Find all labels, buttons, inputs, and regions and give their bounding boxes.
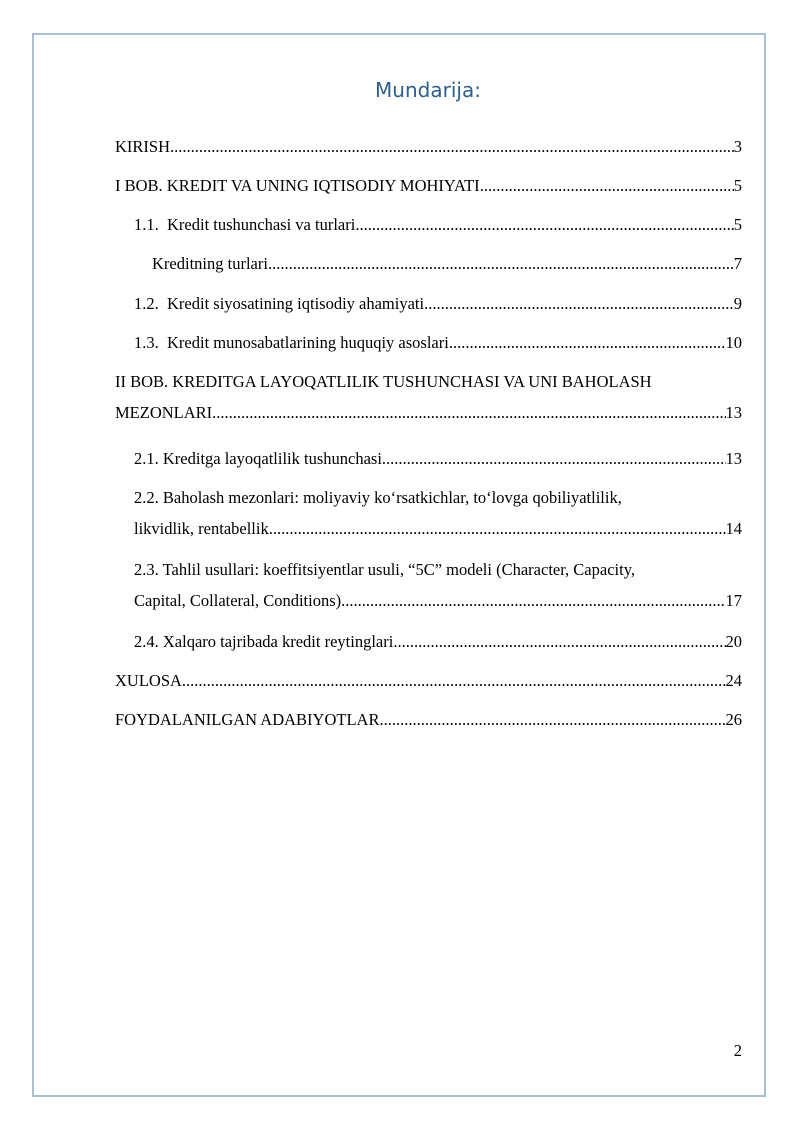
toc-entry-page: 9 bbox=[733, 294, 742, 313]
toc-entry[interactable] bbox=[115, 137, 742, 157]
toc-entry[interactable] bbox=[115, 671, 742, 691]
toc-entry-page: 3 bbox=[733, 137, 742, 156]
dot-leader bbox=[449, 333, 726, 353]
toc-entry-text: KIRISH bbox=[115, 137, 171, 156]
toc-entry-text: MEZONLARI bbox=[115, 403, 213, 422]
dot-leader bbox=[212, 403, 725, 423]
toc-entry-text: 1.1. Kredit tushunchasi va turlari bbox=[134, 215, 356, 234]
toc-entry[interactable] bbox=[115, 560, 742, 611]
toc-entry-text-line1: 2.3. Tahlil usullari: koeffitsiyentlar usuli, “5C” modeli (Character, Capacity, bbox=[134, 560, 636, 579]
toc-entry[interactable] bbox=[115, 710, 742, 730]
toc-entry-text: 2.4. Xalqaro tajribada kredit reytinglari bbox=[134, 632, 394, 651]
toc-entry-text: FOYDALANILGAN ADABIYOTLAR bbox=[115, 710, 380, 729]
toc-entry-text: 1.3. Kredit munosabatlarining huquqiy asoslari bbox=[134, 333, 449, 352]
toc-entry-text-line1: 2.2. Baholash mezonlari: moliyaviy ko‘rsatkichlar, to‘lovga qobiliyatlilik, bbox=[134, 488, 622, 507]
toc-entry[interactable] bbox=[115, 333, 742, 353]
toc-entry-page: 7 bbox=[733, 254, 742, 273]
toc-entry[interactable] bbox=[115, 254, 742, 274]
toc-entry[interactable] bbox=[115, 372, 742, 423]
toc-entry-text-line1: II BOB. KREDITGA LAYOQATLILIK TUSHUNCHASI VA UNI BAHOLASH bbox=[115, 372, 652, 391]
toc-entry-text: 1.2. Kredit siyosatining iqtisodiy ahamiyati bbox=[134, 294, 425, 313]
toc-entry-text: Capital, Collateral, Conditions) bbox=[134, 591, 342, 610]
toc-entry-page: 24 bbox=[725, 671, 742, 690]
page-number: 2 bbox=[733, 1041, 742, 1060]
dot-leader bbox=[355, 215, 733, 235]
toc-entry[interactable] bbox=[115, 632, 742, 652]
toc-entry-page: 5 bbox=[733, 176, 742, 195]
toc-entry-page: 26 bbox=[725, 710, 742, 729]
toc-title: Mundarija: bbox=[375, 78, 481, 102]
toc-entry-page: 13 bbox=[725, 403, 742, 422]
toc-entry-text: Kreditning turlari bbox=[152, 254, 268, 273]
toc-entry[interactable] bbox=[115, 294, 742, 314]
toc-entry-page: 13 bbox=[725, 449, 742, 468]
toc-entry-page: 5 bbox=[733, 215, 742, 234]
dot-leader bbox=[480, 176, 734, 196]
dot-leader bbox=[379, 710, 725, 730]
toc-entry-page: 17 bbox=[725, 591, 742, 610]
dot-leader bbox=[393, 632, 725, 652]
dot-leader bbox=[170, 137, 734, 157]
toc-entry[interactable] bbox=[115, 449, 742, 469]
dot-leader bbox=[269, 519, 726, 539]
toc-entry-text: I BOB. KREDIT VA UNING IQTISODIY MOHIYATI bbox=[115, 176, 480, 195]
dot-leader bbox=[182, 671, 726, 691]
toc-entry-text: likvidlik, rentabellik bbox=[134, 519, 269, 538]
toc-entry-page: 20 bbox=[725, 632, 742, 651]
toc-entry-page: 10 bbox=[725, 333, 742, 352]
dot-leader bbox=[382, 449, 726, 469]
dot-leader bbox=[424, 294, 734, 314]
toc-entry-text: XULOSA bbox=[115, 671, 182, 690]
toc-entry[interactable] bbox=[115, 176, 742, 196]
toc-entry-page: 14 bbox=[725, 519, 742, 538]
toc-entry[interactable] bbox=[115, 215, 742, 235]
toc-entry-text: 2.1. Kreditga layoqatlilik tushunchasi bbox=[134, 449, 382, 468]
dot-leader bbox=[341, 591, 725, 611]
dot-leader bbox=[268, 254, 734, 274]
toc-entry[interactable] bbox=[115, 488, 742, 539]
